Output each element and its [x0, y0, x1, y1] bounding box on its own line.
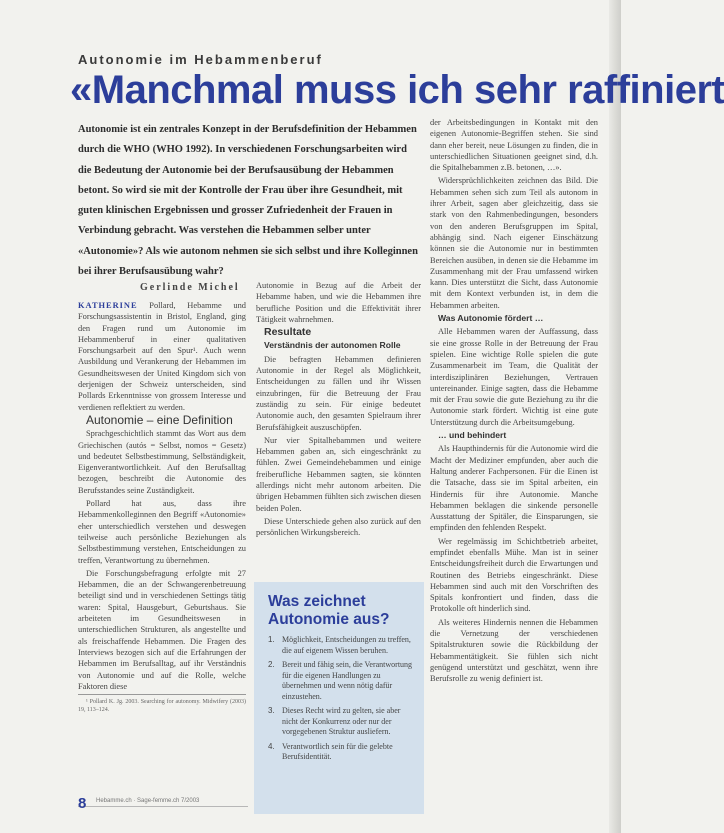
column-1 [78, 300, 246, 716]
list-item [268, 635, 416, 656]
list-text: Bereit und fähig sein, die Verantwortung für die eigenen Handlungen zu übernehmen und wenn nötig dafür einzustehen. [282, 660, 413, 701]
paragraph: Widersprüchlichkeiten zeichnen das Bild. Die Hebammen sehen sich zum Teil als autonom in ihrer Arbeit, sagen aber gleichzeitig, dass sie stark von den Rahmenbedingungen, besonders von den anderen Berufsgruppen im Spital, abhängig sind. Nach eigener Einschätzung können sie die Autonomie nur in bestimmten Bereichen ausüben, in denen sie die Hebamme im Zusammenhang mit der Frau umfassend wirken kann. Dies unterstützt die Sicht, dass Autonomie mit dem Kontext verbunden ist, in dem die Hebammen arbeiten. [430, 176, 598, 310]
lead-paragraph: Autonomie ist ein zentrales Konzept in der Berufsdefinition der Hebammen durch die WHO (WHO 1992). In verschiedenen Forschungsarbeiten wird die Bedeutung der Autonomie bei der Berufsausübung der Hebammen betont. So wird sie mit der Kontrolle der Frau über ihre Gesundheit, mit guten klinischen Ergebnissen und grosser Zufriedenheit der Frauen in Verbindung gebracht. Was verstehen die Hebammen selber unter «Autonomie»? Als wie autonom nehmen sie sich selbst und ihre Kolleginnen bei ihrer Berufsausübung wahr? [78, 124, 418, 278]
info-box [254, 582, 424, 814]
footer-source: Hebamme.ch · Sage-femme.ch 7/2003 [96, 798, 200, 804]
paragraph: Autonomie in Bezug auf die Arbeit der Hebamme haben, und wie die Hebammen ihre berufliche Position und die Effektivität ihrer Tätigkeit wahrnehmen. [256, 281, 421, 324]
info-box-list [254, 635, 424, 763]
paragraph: Diese Unterschiede gehen also zurück auf den persönlichen Wirkungsbereich. [256, 516, 421, 538]
paragraph: Als weiteres Hindernis nennen die Hebammen die Vernetzung der verschiedenen Spitalstrukturen sowie die Rückbildung der Hebammentätigkeit. Sie fühlen sich nicht genügend unterstützt und geschätzt, wenn ihre Berufsrolle zu wenig definiert ist. [430, 617, 598, 684]
info-box-title: Was zeichnet Autonomie aus? [268, 593, 390, 628]
list-item [268, 706, 416, 738]
paragraph: der Arbeitsbedingungen in Kontakt mit den eigenen Autonomie-Begriffen stehen. Sie sind dann eher bereit, neue Lösungen zu finden, die in unterschiedlichen Situationen geeignet sind, d.h. die Spitalhebammen z.B. betonen, …». [430, 118, 598, 173]
paragraph: Wer regelmässig im Schichtbetrieb arbeitet, empfindet ebenfalls Mühe. Man ist in seiner Entscheidungsfreiheit durch die Erwartungen und Routinen des Betriebs eingeschränkt. Diese Hebammen sind auch mit den Vorschriften des Spitals konfrontiert und finden, dass die Protokolle oft hinderlich sind. [430, 536, 598, 614]
page-number: 8 [78, 795, 87, 812]
list-item [268, 660, 416, 702]
paragraph: Als Haupthindernis für die Autonomie wird die Macht der Mediziner empfunden, aber auch die Haltung anderer Fachpersonen. Für die Einen ist die Tatsache, dass sie im Spital arbeiten, ein Hindernis für ihre Autonomie. Manche Hebammen beklagen die sinkende personelle Ausstattung der Spitäler, die Einsparungen, sie empfinden den fehlenden Respekt. [430, 444, 598, 533]
kicker: Autonomie im Hebammenberuf [78, 52, 323, 67]
subheading-behindert: … und behindert [438, 430, 507, 441]
column-3 [430, 117, 598, 687]
headline: «Manchmal muss ich sehr raffiniert [70, 68, 724, 112]
page-shadow [609, 0, 621, 833]
paragraph: Nur vier Spitalhebammen und weitere Hebammen gaben an, sich eingeschränkt zu fühlen. Zwei Gemeindehebammen und einige freiberufliche Hebammen sagten, sie könnten allerdings nicht mehr autonom arbeiten. Die übrigen Hebammen fühlten sich zwischen diesen beiden Polen. [256, 435, 421, 513]
list-text: Dieses Recht wird zu gelten, sie aber nicht der Konkurrenz oder nur der vorgegebenen Struktur ausliefern. [282, 706, 401, 736]
paragraph: Sprachgeschichtlich stammt das Wort aus dem Griechischen (autós = Selbst, nomos = Gesetz) und bedeutet Selbstbestimmung, Selbständigkeit, Eigenverantwortlichkeit. Auf den Berufsalltag bezogen, beschreibt die Autonomie des Berufsstandes seine Zuständigkeit. [78, 429, 246, 495]
author-name: Gerlinde Michel [140, 282, 240, 293]
section-heading-resultate: Resultate [264, 326, 312, 339]
column-2 [256, 280, 421, 541]
list-number: 4. [268, 741, 275, 751]
section-heading-autonomie: Autonomie – eine Definition [86, 412, 233, 427]
paragraph: Alle Hebammen waren der Auffassung, dass sie eine grosse Rolle in der Betreuung der Frau spielen. Eine wichtige Rolle spielen die gute Zusammenarbeit im Team, die Qualität der interdisziplinären Beziehungen, Vertrauen untereinander. Einige sagten, dass die Hebamme mit der Frau sowie die gute Beziehung zu ihr die Autonomie stark fördert. Wichtig ist eine gute Unterstützung durch die Arbeitsumgebung. [430, 327, 598, 427]
list-number: 3. [268, 706, 275, 715]
list-text: Möglichkeit, Entscheidungen zu treffen, die auf eigenem Wissen beruhen. [282, 635, 411, 655]
subheading-verstaendnis: Verständnis der autonomen Rolle [264, 340, 401, 351]
intro-first-word: KATHERINE [78, 301, 138, 310]
paragraph: Die Forschungsbefragung erfolgte mit 27 Hebammen, die an der Schwangerenbetreuung beteiligt sind und in verschiedenen Settings tätig waren: Spital, Hausgeburt, Geburtshaus. Sie arbeiteten im Gesundheitswesen in unterschiedlichen Strukturen, als angestellte und als freischaffende Hebammen. Die Fragen des Interviews bezogen sich auf die Erfahrungen der Hebammen im Berufsalltag, auf ihr Verständnis von Autonomie und auf die Rolle, welche Faktoren diese [78, 568, 246, 691]
footnote: ¹ Pollard K. Jg. 2003. Searching for autonomy. Midwifery (2003) 19, 113–124. [78, 694, 246, 714]
intro-paragraph [78, 300, 246, 413]
list-text: Verantwortlich sein für die gelebte Berufsidentität. [282, 741, 393, 761]
list-number: 1. [268, 635, 275, 644]
paragraph: Die befragten Hebammen definieren Autonomie in der Regel als Möglichkeit, Entscheidungen zu fällen und ihr Wissen einzubringen, für die Betreuung der Frau zuständig zu sein. Für einige bedeutet Autonomie auch, den gesamten Spielraum ihrer Berufsfähigkeit auszuschöpfen. [256, 354, 421, 432]
footer-rule [78, 806, 248, 807]
paragraph: Pollard hat aus, dass ihre Hebammenkolleginnen den Begriff «Autonomie» eher unterschiedlich verstehen und deswegen teilweise auch persönliche Beziehungen als Selbstbestimmung verstehen, Entscheidungen zu treffen, Verantwortung zu übernehmen. [78, 499, 246, 565]
subheading-foerdert: Was Autonomie fördert … [438, 313, 544, 324]
list-number: 2. [268, 660, 275, 669]
intro-text: Pollard, Hebamme und Forschungsassistentin in Bristol, England, ging den Fragen rund um Autonomie im Hebammenberuf in einer qualitativen Forschungsarbeit auf den Spur¹. Auch wenn Ausbildung und Verankerung der Hebammen im Gesundheitswesen der United Kingdom sich von derjenigen der Schweiz unterscheiden, sind Pollards Erkenntnisse von grossem Interesse und verdienen reflektiert zu werden. [78, 301, 246, 412]
list-item [268, 742, 416, 763]
